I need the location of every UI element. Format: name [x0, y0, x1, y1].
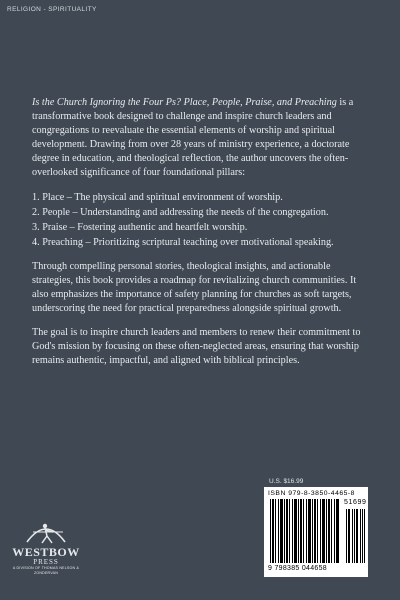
intro-paragraph	[32, 96, 372, 180]
list-item: 1. Place – The physical and spiritual environment of worship.	[32, 192, 283, 203]
list-item: 3. Praise – Fostering authentic and heartfelt worship.	[32, 222, 248, 233]
publisher-press: PRESS	[33, 558, 59, 566]
paragraph-2: Through compelling personal stories, theological insights, and actionable strategies, this book provides a roadmap for revitalizing church communities. It also emphasizes the importance of safety planning for churches as soft targets, underscoring the need for practical preparedness alongside spiritual growth.	[32, 261, 357, 314]
addon-bars	[346, 509, 365, 563]
intro-text: is a transformative book designed to challenge and inspire church leaders and congregations to reevaluate the essential elements of worship and spiritual development. Drawing from over 28 years of ministry experience, a doctorate degree in education, and theological reflection, the author uncovers the often-overlooked significance of four foundational pillars:	[32, 97, 354, 178]
back-cover-blurb	[32, 96, 372, 378]
list-item: 2. People – Understanding and addressing the needs of the congregation.	[32, 207, 329, 218]
ean-bars	[270, 499, 340, 563]
pillars-list	[32, 190, 372, 250]
barcode	[264, 487, 368, 577]
price-addon-number: 51699	[344, 499, 367, 506]
publisher-name: WESTBOW	[12, 545, 80, 559]
book-title: Is the Church Ignoring the Four Ps? Place, People, Praise, and Preaching	[32, 97, 337, 108]
price-label: U.S. $16.99	[269, 478, 304, 485]
paragraph-3: The goal is to inspire church leaders and members to renew their commitment to God's mission by focusing on these often-neglected areas, ensuring that worship remains authentic, impactful, and aligned with biblical principles.	[32, 327, 361, 366]
isbn-text: ISBN 979-8-3850-4465-8	[268, 490, 355, 497]
publisher-logo	[10, 518, 82, 588]
archer-icon	[23, 518, 69, 546]
list-item: 4. Preaching – Prioritizing scriptural teaching over motivational speaking.	[32, 237, 334, 248]
ean-number: 9 798385 044658	[268, 565, 327, 572]
publisher-division: A DIVISION OF THOMAS NELSON & ZONDERVAN	[12, 566, 80, 575]
category-label: RELIGION - SPIRITUALITY	[7, 6, 97, 13]
